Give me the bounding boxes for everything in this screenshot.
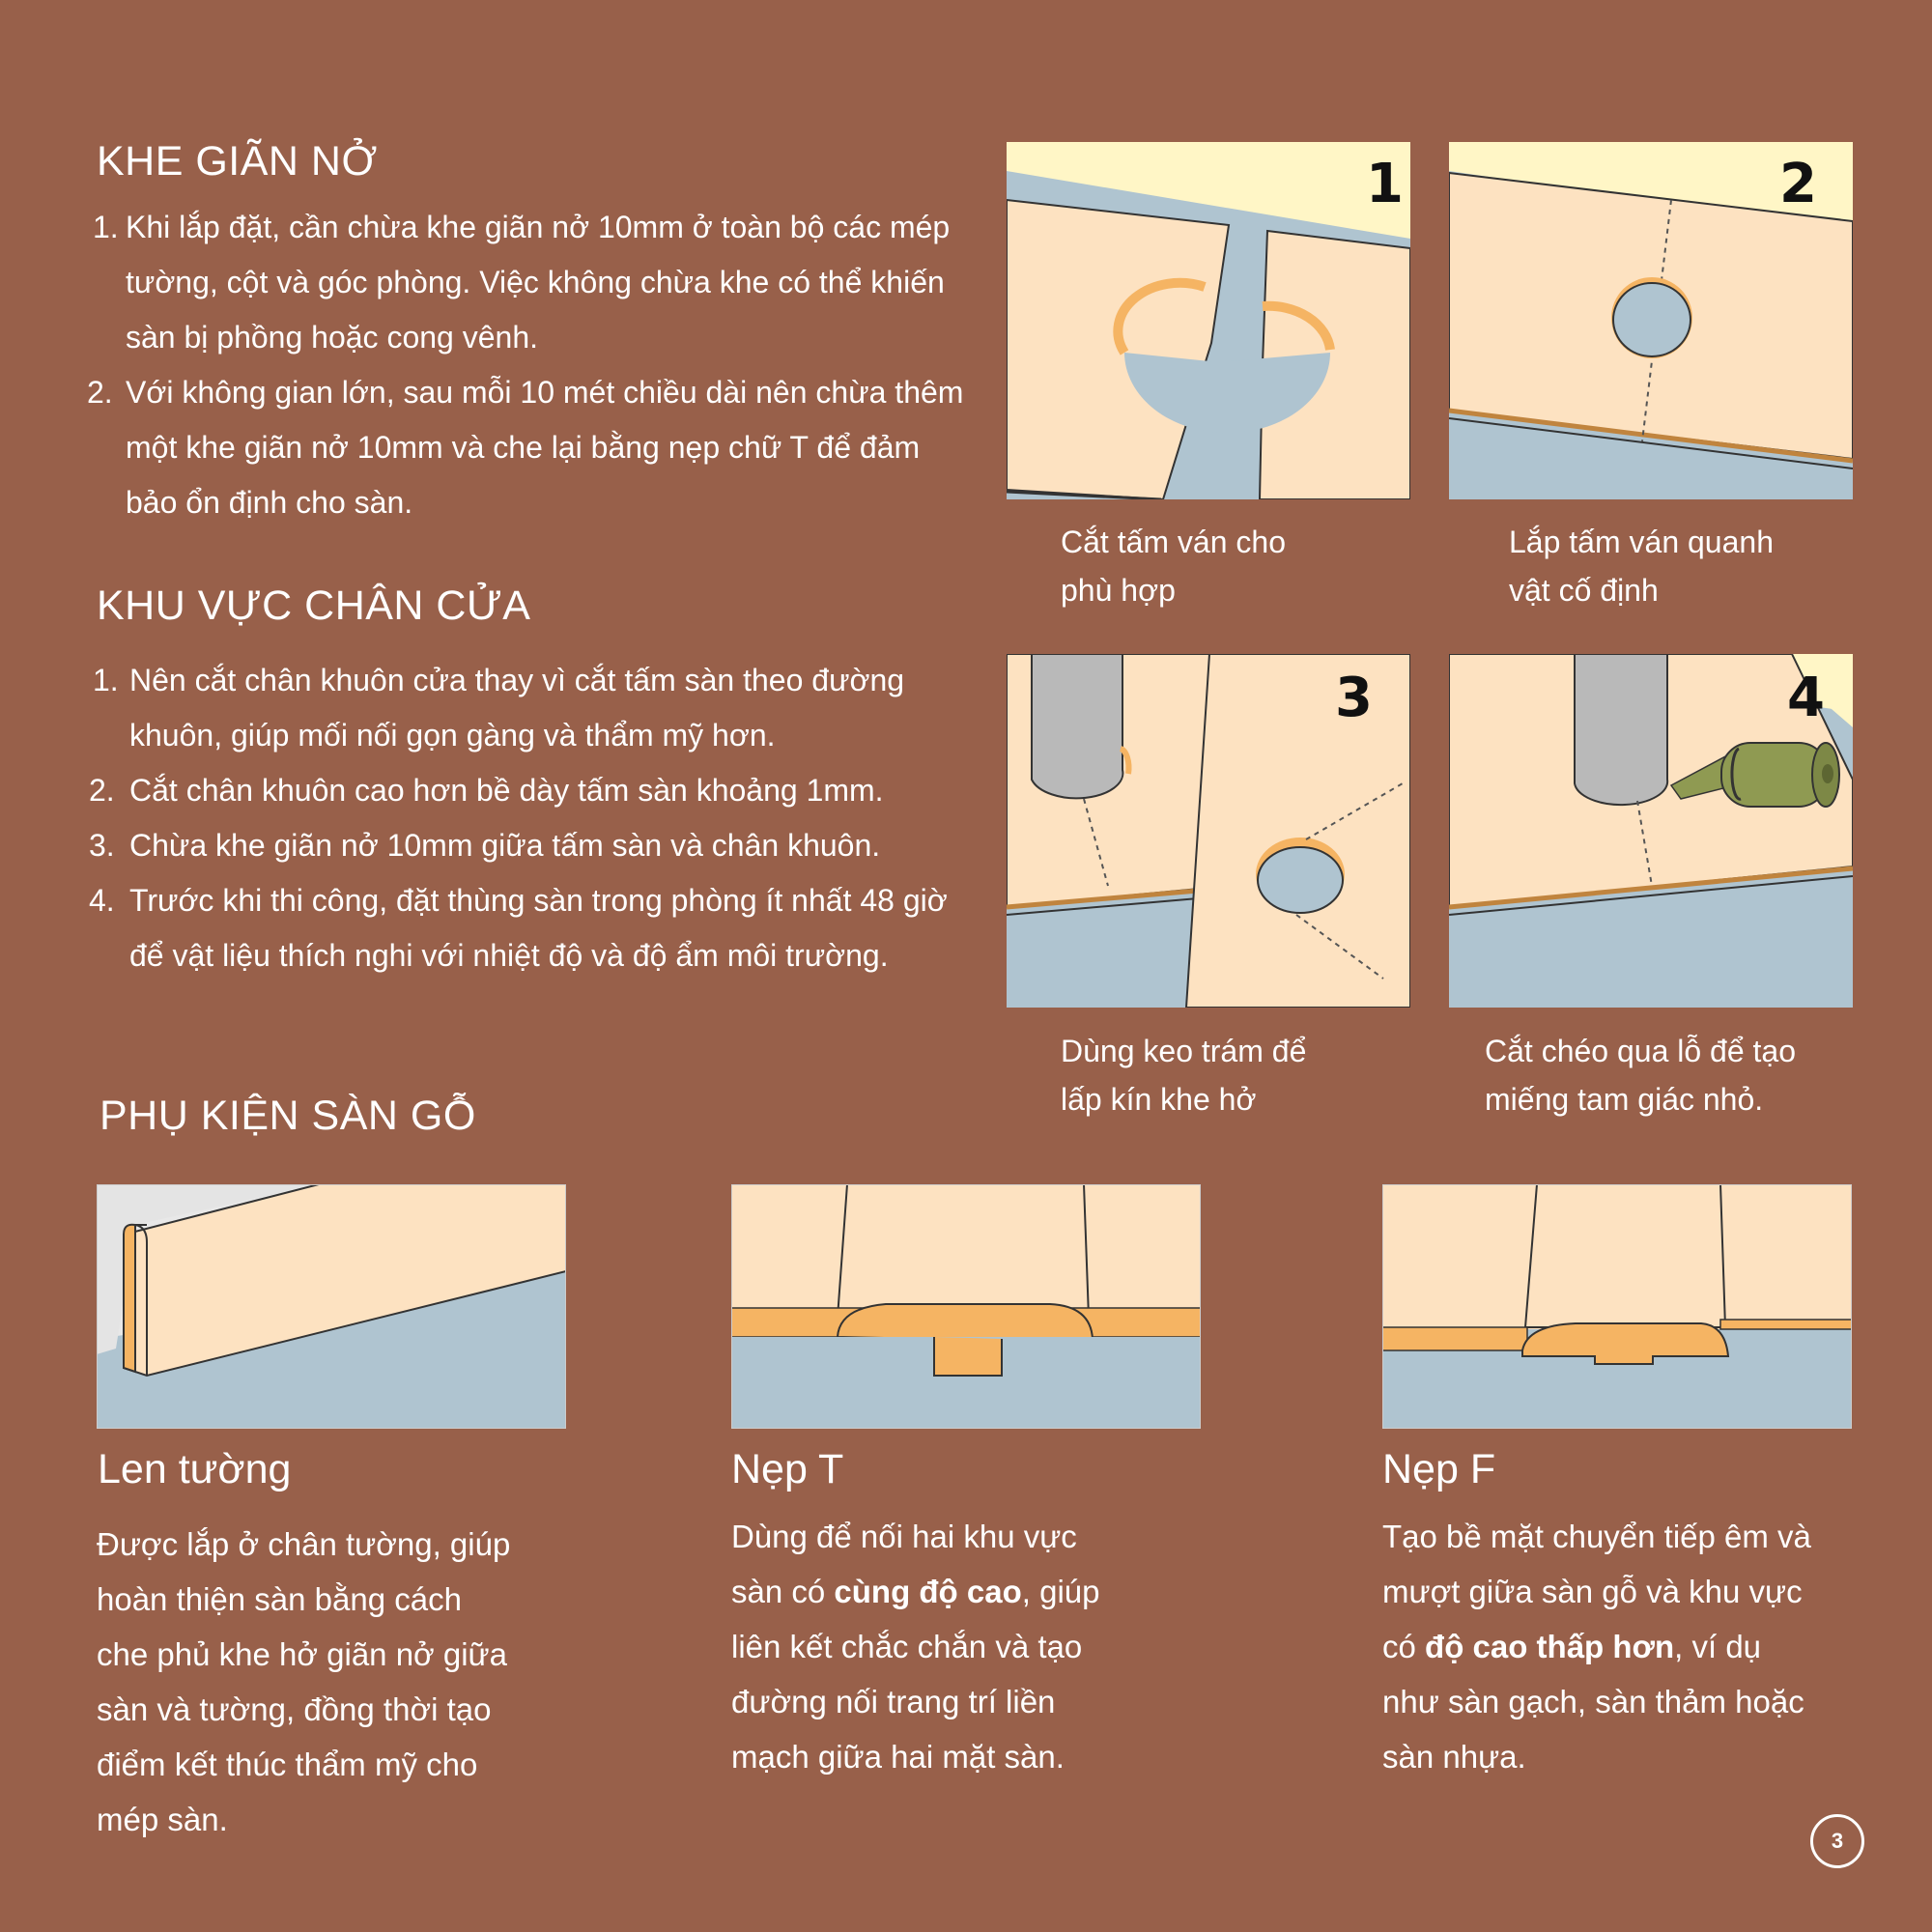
step-2-illustration: [1449, 142, 1853, 499]
expansion-gap-heading: KHE GIÃN NỞ: [97, 138, 378, 185]
caption-line: vật cố định: [1509, 573, 1659, 608]
description-text: Dùng để nối hai khu vực sàn có: [731, 1519, 1077, 1609]
list-number: 1.: [93, 663, 119, 697]
step-1-caption: [1061, 518, 1286, 614]
description-text: , ví dụ như sàn gạch, sàn thảm hoặc sàn nhựa.: [1382, 1629, 1804, 1775]
f-molding-illustration: [1382, 1184, 1852, 1429]
list-text: Khi lắp đặt, cần chừa khe giãn nở 10mm ở toàn bộ các mép tường, cột và góc phòng. Việc không chừa khe có thể khiến sàn bị phồng hoặc cong vênh.: [126, 210, 951, 355]
list-number: 2.: [89, 773, 115, 808]
step-number: 2: [1779, 153, 1817, 215]
t-molding-title: Nẹp T: [731, 1446, 844, 1492]
list-number: 1.: [93, 210, 119, 244]
list-text: Cắt chân khuôn cao hơn bề dày tấm sàn khoảng 1mm.: [129, 773, 884, 808]
step-3-caption: [1061, 1027, 1306, 1123]
skirting-title: Len tường: [98, 1446, 292, 1492]
step-3-illustration: [1007, 654, 1410, 1008]
caption-line: Cắt chéo qua lỗ để tạo: [1485, 1034, 1797, 1068]
list-item: [89, 763, 966, 818]
page-number: 3: [1810, 1814, 1864, 1868]
step-4-caption: [1485, 1027, 1796, 1123]
list-item: [93, 653, 966, 763]
list-item: [89, 818, 966, 873]
list-number: 4.: [89, 883, 115, 918]
list-number: 3.: [89, 828, 115, 863]
caption-line: lấp kín khe hở: [1061, 1082, 1257, 1117]
list-item: [93, 200, 966, 365]
list-text: Với không gian lớn, sau mỗi 10 mét chiều dài nên chừa thêm một khe giãn nở 10mm và che lại bằng nẹp chữ T để đảm bảo ổn định cho sàn.: [126, 375, 964, 520]
f-molding-description: [1382, 1509, 1817, 1784]
list-item: [87, 365, 966, 530]
skirting-description: Được lắp ở chân tường, giúp hoàn thiện sàn bằng cách che phủ khe hở giãn nở giữa sàn và tường, đồng thời tạo điểm kết thúc thẩm mỹ cho mép sàn.: [97, 1526, 511, 1837]
description-text: Tạo bề mặt chuyển tiếp êm và mượt giữa sàn gỗ và khu vực có: [1382, 1519, 1811, 1664]
caption-line: Lắp tấm ván quanh: [1509, 525, 1774, 559]
caption-line: Cắt tấm ván cho: [1061, 525, 1286, 559]
list-text: Nên cắt chân khuôn cửa thay vì cắt tấm sàn theo đường khuôn, giúp mối nối gọn gàng và thẩm mỹ hơn.: [129, 663, 905, 753]
t-molding-illustration: [731, 1184, 1201, 1429]
step-4-illustration: [1449, 654, 1853, 1008]
step-2-caption: [1509, 518, 1774, 614]
step-1-illustration: [1007, 142, 1410, 499]
accessories-heading: PHỤ KIỆN SÀN GỖ: [99, 1093, 476, 1139]
step-number: 1: [1366, 153, 1404, 215]
list-text: Trước khi thi công, đặt thùng sàn trong phòng ít nhất 48 giờ để vật liệu thích nghi với nhiệt độ và độ ẩm môi trường.: [129, 883, 948, 973]
description-emphasis: cùng độ cao: [834, 1574, 1022, 1609]
f-molding-title: Nẹp F: [1382, 1446, 1496, 1492]
t-molding-description: [731, 1509, 1137, 1784]
step-number: 4: [1787, 667, 1825, 729]
description-text: , giúp liên kết chắc chắn và tạo đường nối trang trí liền mạch giữa hai mặt sàn.: [731, 1574, 1100, 1775]
step-number: 3: [1335, 667, 1373, 729]
caption-line: miếng tam giác nhỏ.: [1485, 1082, 1764, 1117]
door-area-heading: KHU VỰC CHÂN CỬA: [97, 582, 531, 629]
caption-line: Dùng keo trám để: [1061, 1034, 1307, 1068]
expansion-gap-list: [87, 200, 966, 530]
description-emphasis: độ cao thấp hơn: [1425, 1629, 1675, 1664]
skirting-illustration: [97, 1184, 566, 1429]
list-item: [89, 873, 966, 983]
list-number: 2.: [87, 375, 113, 410]
door-area-list: [89, 653, 966, 983]
list-text: Chừa khe giãn nở 10mm giữa tấm sàn và chân khuôn.: [129, 828, 881, 863]
caption-line: phù hợp: [1061, 573, 1176, 608]
